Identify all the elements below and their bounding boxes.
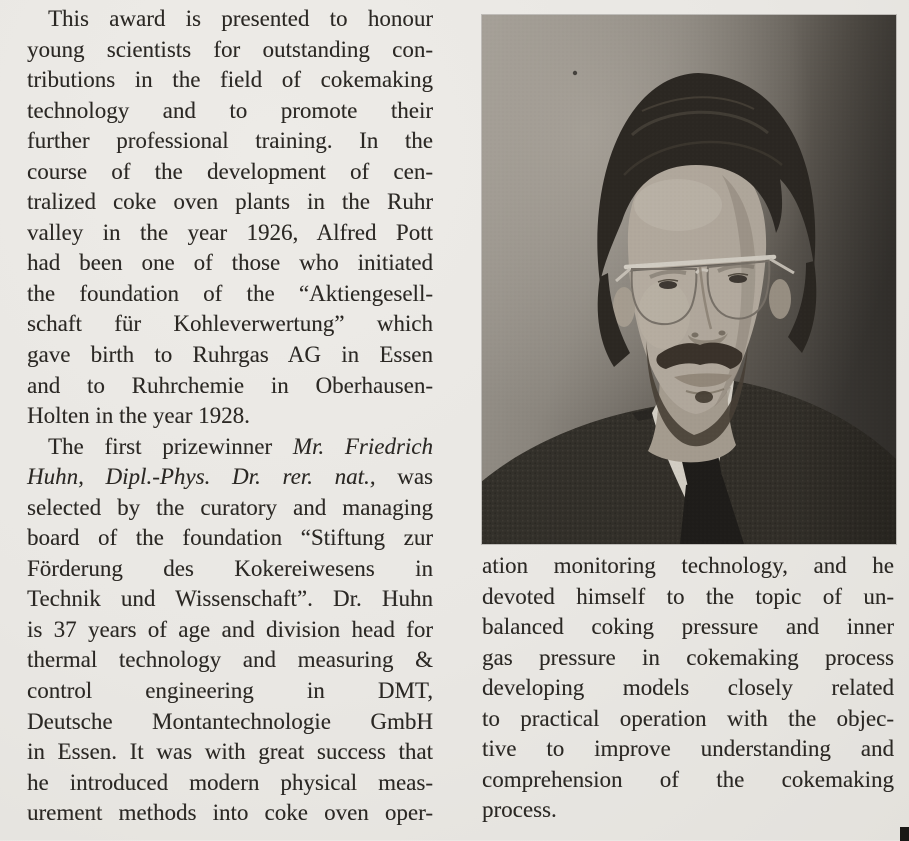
text-line <box>27 187 433 218</box>
text-line <box>27 493 433 524</box>
text-line <box>27 309 433 340</box>
text-line <box>27 340 433 371</box>
line-text: technology and to promote their <box>27 97 433 123</box>
text-line <box>482 795 894 826</box>
text-line <box>482 734 894 765</box>
portrait-photo-svg <box>482 15 896 544</box>
line-text: thermal technology and measuring & <box>27 647 433 673</box>
text-line <box>27 615 433 646</box>
text-line <box>27 157 433 188</box>
text-line <box>482 582 894 613</box>
text-line <box>27 798 433 829</box>
text-line <box>27 35 433 66</box>
right-text-column <box>482 551 894 826</box>
line-text: tributions in the field of cokemaking <box>27 67 433 93</box>
text-line <box>27 65 433 96</box>
end-of-article-marker <box>900 827 909 841</box>
line-text: process. <box>482 797 557 823</box>
line-text-italic: Huhn, Dipl.-Phys. Dr. rer. nat., <box>27 464 376 490</box>
line-text: ation monitoring technology, and he <box>482 553 894 578</box>
text-line <box>482 643 894 674</box>
line-text: gave birth to Ruhrgas AG in Essen <box>27 342 433 368</box>
line-text: gas pressure in cokemaking process <box>482 644 894 670</box>
line-text: valley in the year 1926, Alfred Pott <box>27 219 433 245</box>
text-line <box>27 126 433 157</box>
text-line <box>27 707 433 738</box>
text-line <box>27 218 433 249</box>
text-line <box>482 673 894 704</box>
line-text: is 37 years of age and division head for <box>27 616 433 642</box>
line-text: he introduced modern physical meas- <box>27 769 433 795</box>
line-text: was <box>375 464 433 490</box>
line-text: schaft für Kohleverwertung” which <box>27 311 433 337</box>
line-text: comprehension of the cokemaking <box>482 766 894 792</box>
line-text: This award is presented to honour <box>48 6 433 31</box>
line-text: tive to improve understanding and <box>482 736 894 762</box>
line-text: Holten in the year 1928. <box>27 403 250 429</box>
line-text: The first prizewinner <box>48 433 293 459</box>
line-text: to practical operation with the objec- <box>482 705 894 731</box>
text-line <box>27 96 433 127</box>
text-line <box>27 768 433 799</box>
left-text-column <box>27 4 433 829</box>
line-text: further professional training. In the <box>27 128 433 154</box>
text-line <box>482 765 894 796</box>
line-text: control engineering in DMT, <box>27 678 433 704</box>
text-line <box>27 462 433 493</box>
line-text: in Essen. It was with great success that <box>27 739 433 765</box>
line-text: urement methods into coke oven oper- <box>27 800 433 826</box>
line-text-italic: Mr. Friedrich <box>292 433 433 459</box>
line-text: Technik und Wissenschaft”. Dr. Huhn <box>27 586 433 612</box>
photo-vignette <box>482 15 896 544</box>
line-text: the foundation of the “Aktiengesell- <box>27 280 433 306</box>
line-text: devoted himself to the topic of un- <box>482 583 894 609</box>
line-text: and to Ruhrchemie in Oberhausen- <box>27 372 433 398</box>
line-text: board of the foundation “Stiftung zur <box>27 525 433 551</box>
text-line <box>27 248 433 279</box>
text-line <box>27 401 433 432</box>
text-line <box>27 584 433 615</box>
text-line <box>27 737 433 768</box>
line-text: had been one of those who initiated <box>27 250 433 276</box>
text-line <box>27 645 433 676</box>
text-line <box>27 523 433 554</box>
text-line <box>27 676 433 707</box>
text-line <box>482 612 894 643</box>
text-line <box>482 704 894 735</box>
line-text: balanced coking pressure and inner <box>482 614 894 640</box>
text-line <box>27 554 433 585</box>
text-line <box>27 371 433 402</box>
line-text: selected by the curatory and managing <box>27 494 433 520</box>
text-line <box>27 4 433 35</box>
portrait-photo <box>482 15 896 544</box>
text-line <box>27 432 433 463</box>
line-text: Deutsche Montantechnologie GmbH <box>27 708 433 734</box>
text-line <box>27 279 433 310</box>
line-text: course of the development of cen- <box>27 158 433 184</box>
line-text: developing models closely related <box>482 675 894 701</box>
text-line <box>482 551 894 582</box>
line-text: tralized coke oven plants in the Ruhr <box>27 189 433 215</box>
line-text: young scientists for outstanding con- <box>27 36 433 62</box>
line-text: Förderung des Kokereiwesens in <box>27 555 433 581</box>
